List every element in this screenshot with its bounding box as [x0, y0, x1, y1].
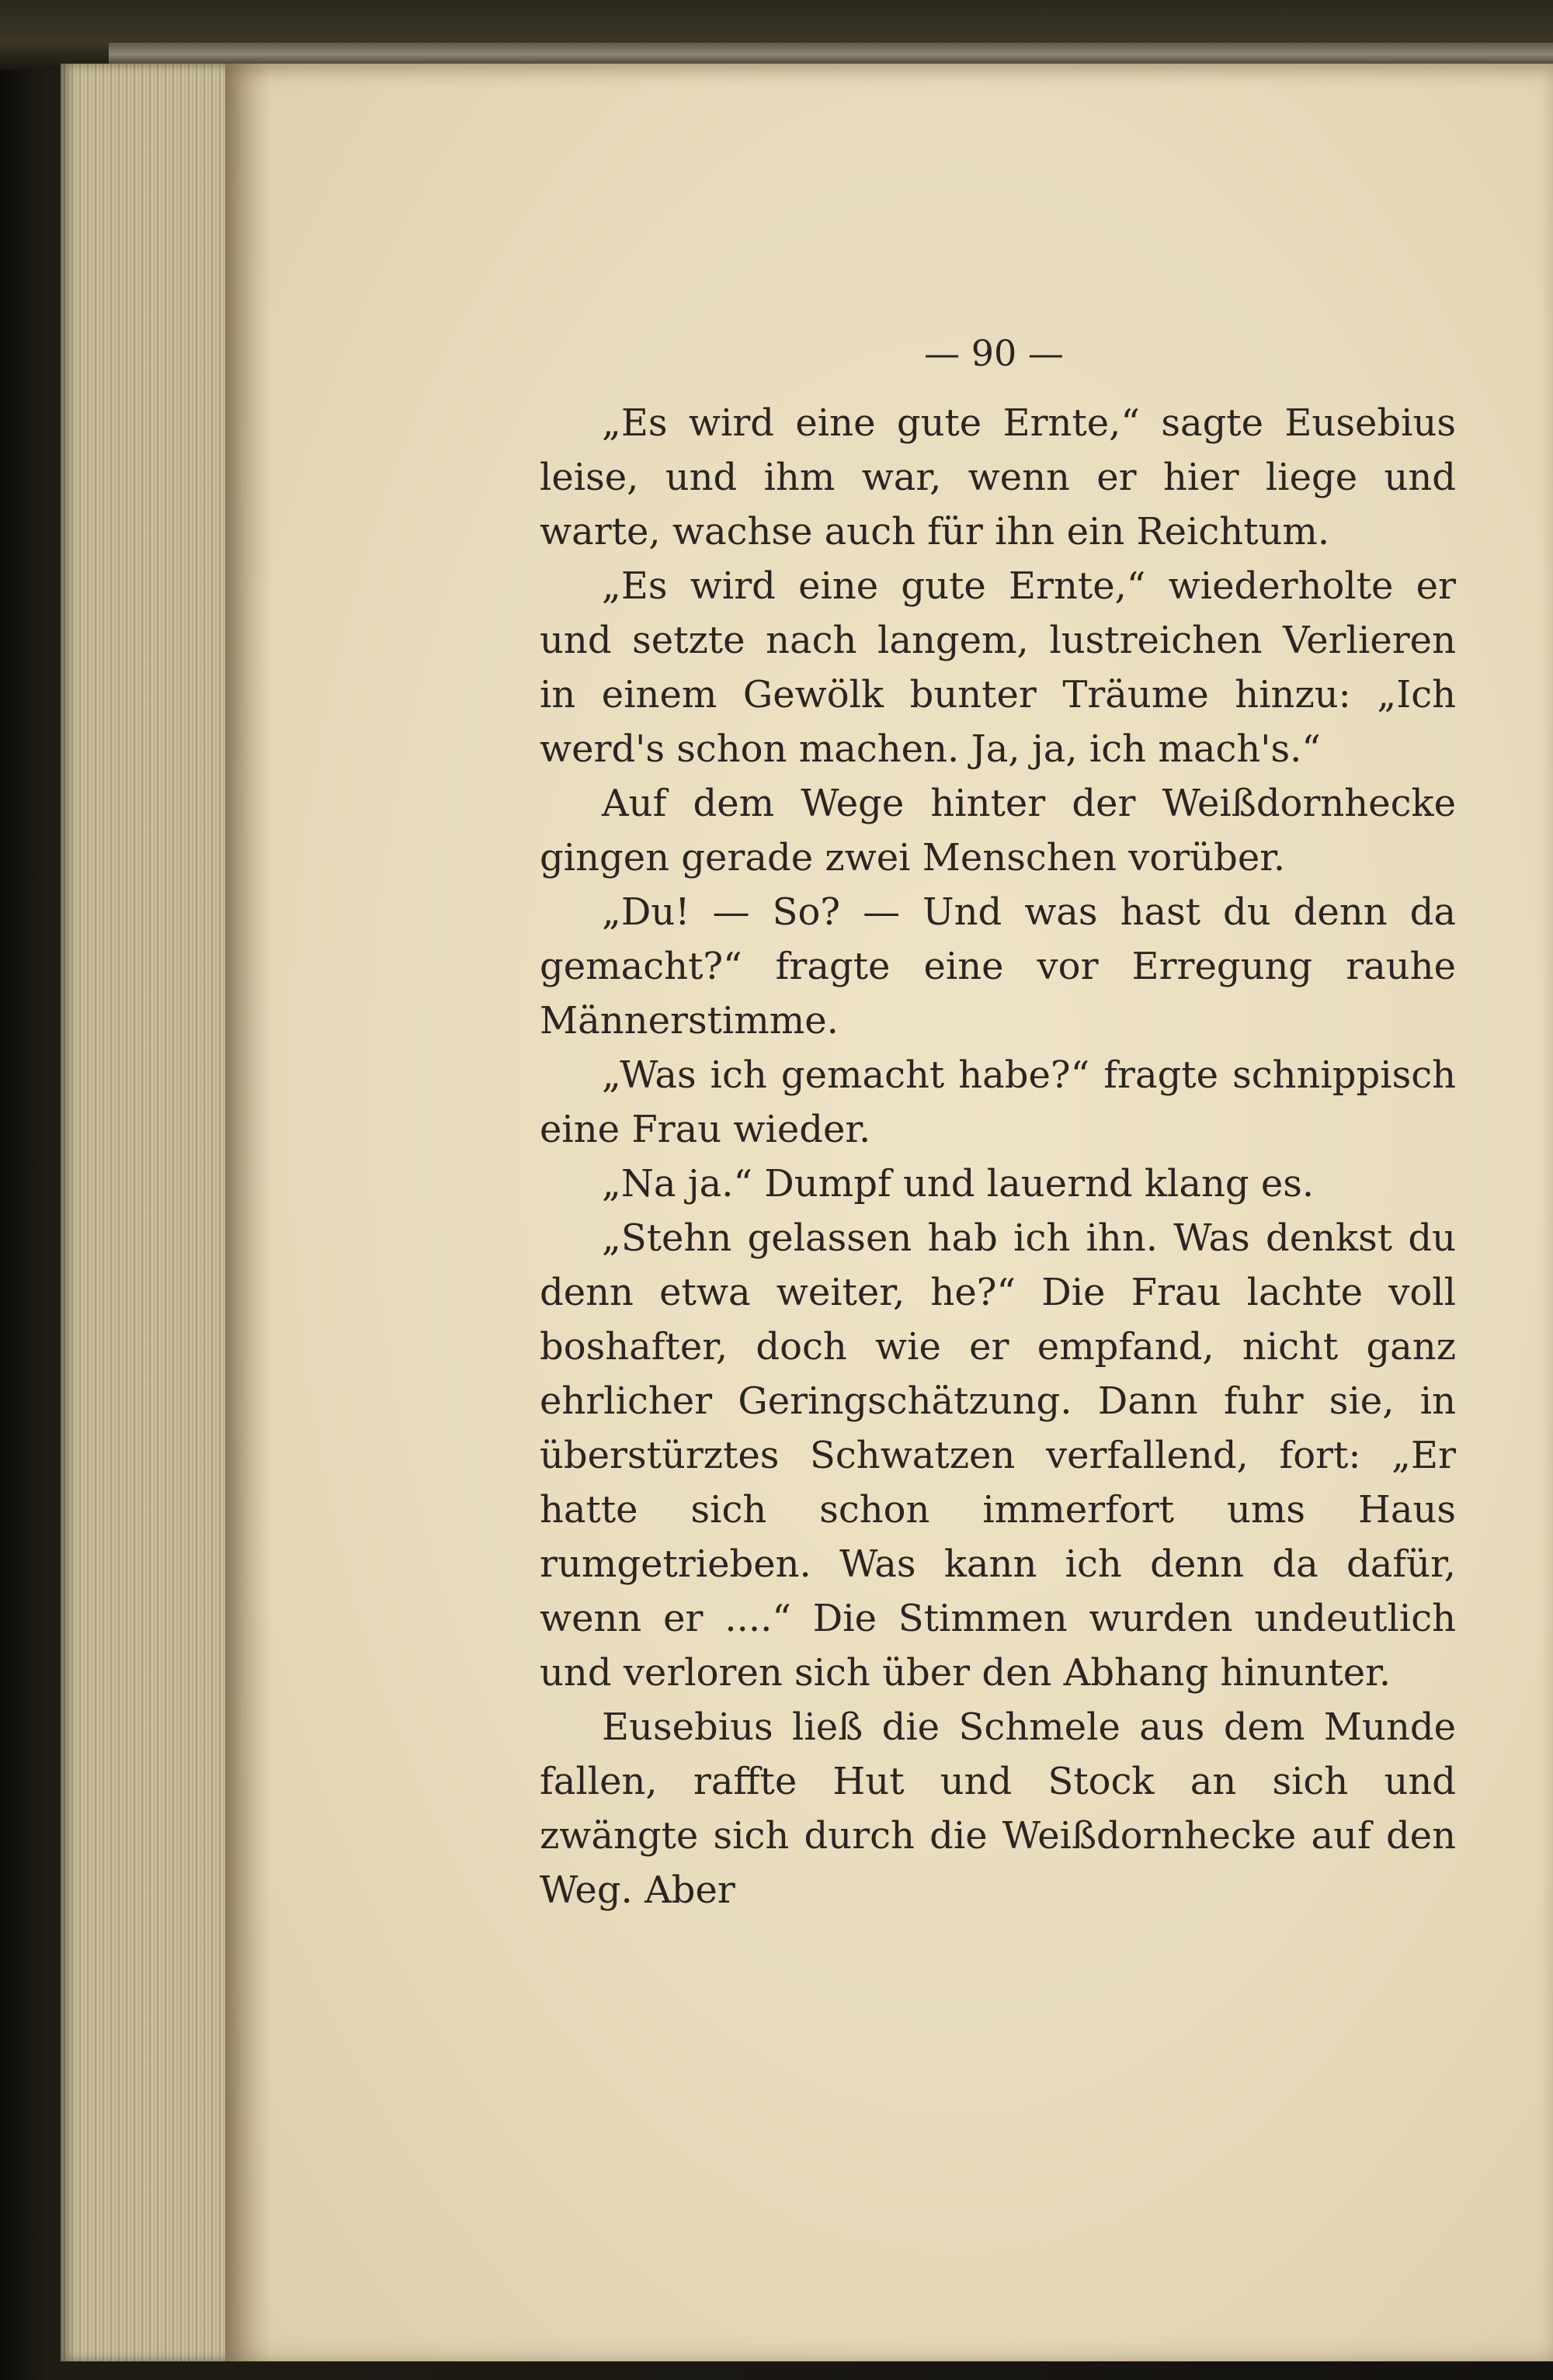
paragraph: Eusebius ließ die Schmele aus dem Munde fallen, raffte Hut und Stock an sich und zwängte sich durch die Weißdornhecke auf den Weg. Aber — [540, 1705, 1456, 1912]
spine-shadow — [225, 64, 272, 2361]
paragraph: „Du! — So? — Und was hast du denn da gemacht?“ fragte eine vor Erregung rauhe Männerstimme. — [540, 890, 1456, 1043]
paragraph: „Es wird eine gute Ernte,“ wiederholte er und setzte nach langem, lustreichen Verlieren in einem Gewölk bunter Träume hinzu: „Ich werd's schon machen. Ja, ja, ich mach's.“ — [540, 564, 1456, 771]
paragraph: „Na ja.“ Dumpf und lauernd klang es. — [602, 1162, 1315, 1206]
paragraph: Auf dem Wege hinter der Weißdornhecke gingen gerade zwei Menschen vorüber. — [540, 782, 1456, 879]
paragraph: „Stehn gelassen hab ich ihn. Was denkst du denn etwa weiter, he?“ Die Frau lachte voll boshafter, doch wie er empfand, nicht ganz ehrlicher Geringschätzung. Dann fuhr sie, in überstürztes Schwatzen verfallend, fort: „Er hatte sich schon immerfort ums Haus rumgetrieben. Was kann ich denn da dafür, wenn er ....“ Die Stimmen wurden undeutlich und verloren sich über den Abhang hinunter. — [540, 1216, 1456, 1695]
page-top-edge — [109, 43, 1553, 66]
body-text — [540, 396, 1456, 1917]
paragraph: „Was ich gemacht habe?“ fragte schnippisch eine Frau wieder. — [540, 1053, 1456, 1151]
paragraph: „Es wird eine gute Ernte,“ sagte Eusebius leise, und ihm war, wenn er hier liege und warte, wachse auch für ihn ein Reichtum. — [540, 401, 1456, 553]
page-edges — [61, 64, 231, 2361]
page-number: — 90 — — [924, 332, 1064, 374]
